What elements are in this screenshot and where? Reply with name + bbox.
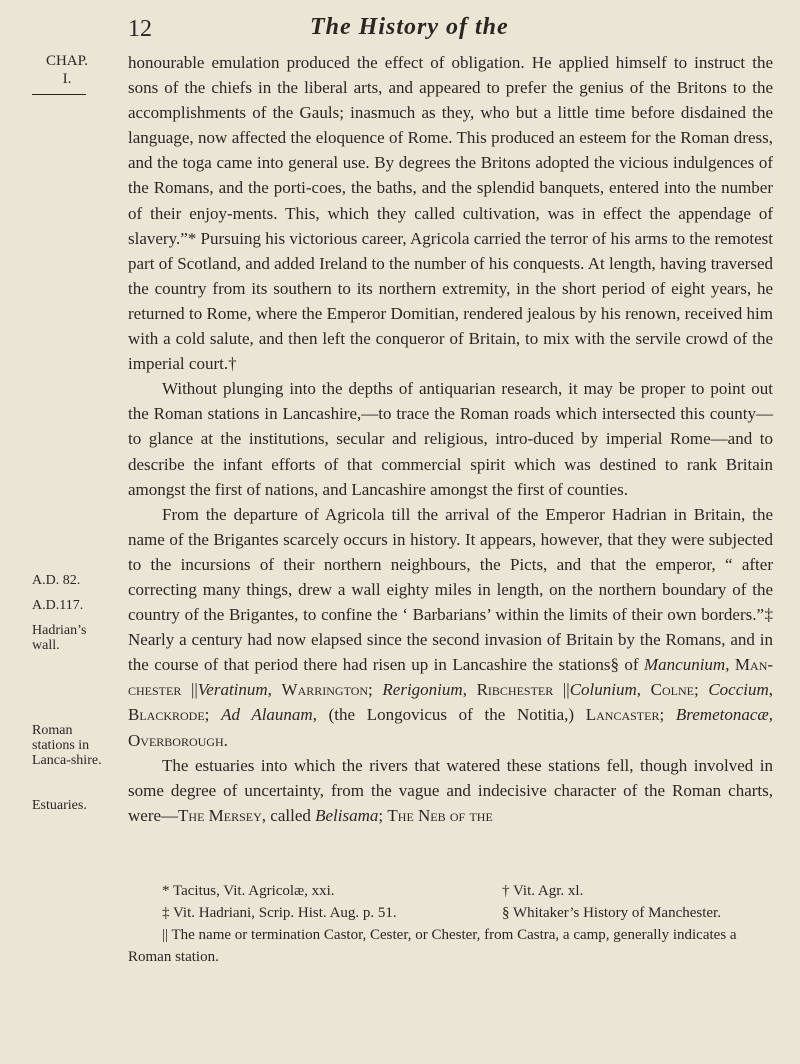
chapter-number: I.	[62, 71, 72, 87]
station-colne: Colne	[650, 680, 694, 700]
footnote-row-2	[128, 902, 773, 924]
estuary-belisama: Belisama	[315, 805, 379, 825]
margin-note-ad-82: A.D. 82.	[32, 573, 81, 588]
footnote-whitaker: § Whitaker’s History of Manchester.	[502, 905, 721, 921]
station-lancaster: Lancaster	[585, 705, 660, 725]
station-rerigonium: Rerigonium	[382, 680, 463, 700]
station-manchester: Man-chester	[128, 655, 774, 700]
station-bremetonacae: Bremetonacæ	[675, 705, 769, 725]
footnote-castor: || The name or termination Castor, Cester, or Chester, from Castra, a camp, generally indicates a Roman station.	[128, 927, 737, 965]
paragraph-4: The estuaries into which the rivers that watered these stations fell, though involved in some degree of uncertainty, from the vague and indecisive character of the Roman charts, were—The Mersey, called Belisama; The Neb of the	[128, 755, 773, 825]
paragraph-3-text: From the departure of Agricola till the arrival of the Emperor Hadrian in Britain, the name of the Brigantes scarcely occurs in history. It appears, however, that they were subjected to the incursions of their northern neighbours, the Picts, and that the emperor, “ after correcting many things, drew a wall eighty miles in length, on the northern boundary of the country of the Brigantes, to confine the ‘ Barbarians’ within the limits of their own borders.”‡ Nearly a century had now elapsed since the second invasion of Britain by the Romans, and in the course of that period there had risen up in Lancashire the stations§ of	[128, 504, 773, 675]
chapter-marker	[32, 52, 102, 88]
estuary-called: called	[270, 805, 311, 825]
margin-note-hadrians-wall: Hadrian’s wall.	[32, 623, 87, 653]
footnote-tacitus: * Tacitus, Vit. Agricolæ, xxi.	[162, 883, 335, 899]
station-colunium: Colunium	[569, 680, 637, 700]
footnotes	[128, 880, 773, 968]
estuary-neb: The Neb of the	[387, 805, 493, 825]
margin-note-roman-stations: Roman stations in Lanca-shire.	[32, 723, 102, 768]
paragraph-3: From the departure of Agricola till the arrival of the Emperor Hadrian in Britain, the name of the Brigantes scarcely occurs in history. It appears, however, that they were subjected to the incursions of their northern neighbours, the Picts, and that the emperor, “ after correcting many things, drew a wall eighty miles in length, on the northern boundary of the country of the Brigantes, to confine the ‘ Barbarians’ within the limits of their own borders.”‡ Nearly a century had now elapsed since the second invasion of Britain by the Romans, and in the course of that period there had risen up in Lancashire the stations§ of Mancunium, Man-chester ||Veratinum, Warrington; Rerigonium, Ribchester ||Colunium, Colne; Coccium, Blackrode; Ad Alaunam, (the Longovicus of the Notitia,) Lancaster; Bremetonacæ, Overborough.	[128, 504, 774, 750]
footnote-hadriani: ‡ Vit. Hadriani, Scrip. Hist. Aug. p. 51.	[162, 905, 397, 921]
chapter-label: CHAP.	[45, 53, 89, 69]
page-number: 12	[128, 16, 152, 42]
estuary-mersey: The Mersey,	[178, 805, 267, 825]
footnote-row-1	[128, 880, 773, 902]
paragraph-1: honourable emulation produced the effect of obligation. He applied himself to instruct the sons of the chiefs in the liberal arts, and appeared to prefer the genius of the Britons to the accomplishments of the Gauls; inasmuch as they, who but a little time before disdained the language, now affected the eloquence of Rome. This produced an esteem for the Roman dress, and the toga came into general use. By degrees the Britons adopted the vicious indulgences of the Romans, and the porti-coes, the baths, and the splendid banquets, entered into the number of their enjoy-ments. This, which they called cultivation, was in effect the appendage of slavery.”* Pursuing his victorious career, Agricola carried the terror of his arms to the remotest part of Scotland, and added Ireland to the number of his conquests. At length, having traversed the country from its southern to its northern extremity, in the short period of eight years, he returned to Rome, where the Emperor Domitian, rendered jealous by his renown, received him with a cold salute, and then left the conqueror of Britain, to mix with the servile crowd of the imperial court.†	[128, 53, 773, 374]
station-veratinum: Veratinum	[197, 680, 268, 700]
station-warrington: Warrington	[281, 680, 369, 700]
station-coccium: Coccium	[708, 680, 769, 700]
page-header	[0, 12, 800, 46]
station-longovicus-note: (the Longovicus of the Notitia,)	[328, 705, 575, 725]
margin-note-ad-117: A.D.117.	[32, 598, 84, 613]
margin-note-estuaries: Estuaries.	[32, 798, 87, 813]
body-text	[128, 50, 773, 828]
paragraph-2: Without plunging into the depths of antiquarian research, it may be proper to point out the Roman stations in Lancashire,—to trace the Roman roads which intersected this county—to glance at the institutions, secular and religious, intro-duced by imperial Rome—and to describe the infant efforts of that commercial spirit which was destined to rank Britain amongst the first of nations, and Lancashire amongst the first of counties.	[128, 379, 773, 499]
station-blackrode: Blackrode	[128, 705, 205, 725]
station-mancunium: Mancunium	[644, 655, 726, 675]
paragraph-4-text: The estuaries into which the rivers that watered these stations fell, though involved in some degree of uncertainty, from the vague and indecisive character of the Roman charts, were—	[128, 755, 773, 825]
footnote-vit-agr: † Vit. Agr. xl.	[502, 883, 584, 899]
running-head: The History of the	[310, 14, 509, 40]
chapter-rule	[32, 94, 86, 95]
station-ad-alaunam: Ad Alaunam	[221, 705, 313, 725]
station-overborough: Overborough.	[128, 730, 228, 750]
station-ribchester: Ribchester	[476, 680, 554, 700]
